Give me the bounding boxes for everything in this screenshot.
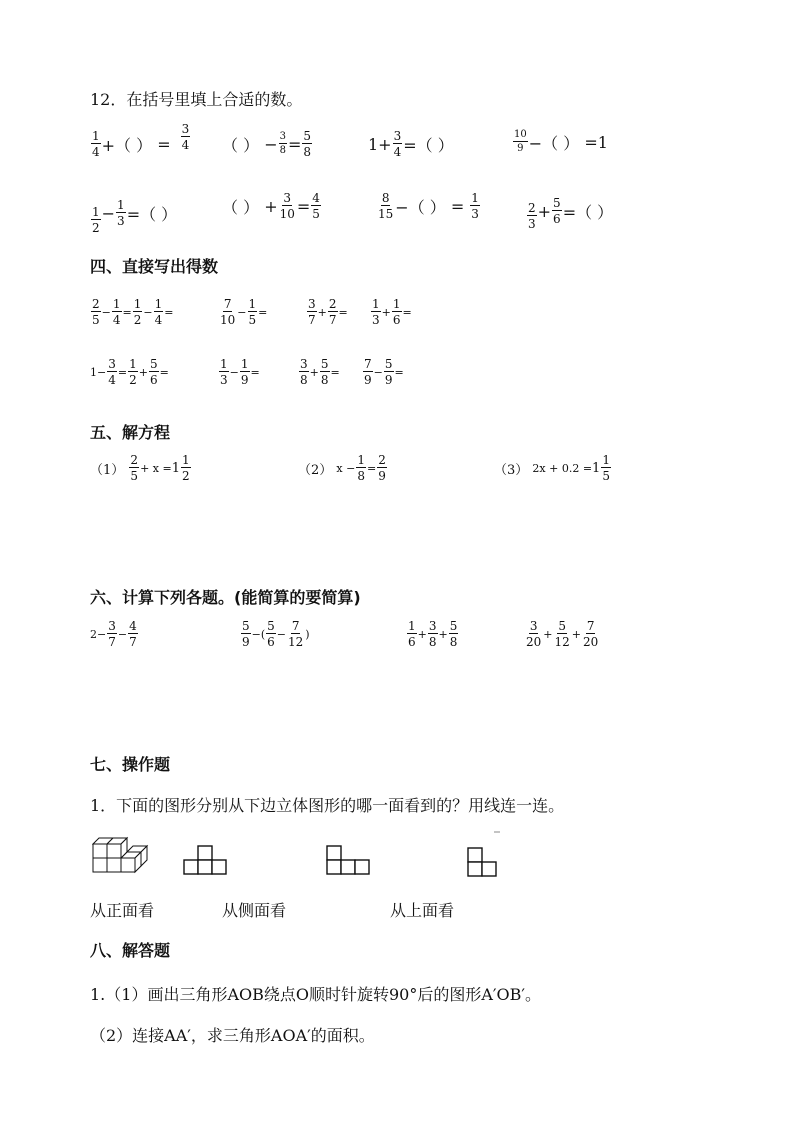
s4-item-4: $\frac{1}{3}$ + $\frac{1}{6}$ = [372,297,412,327]
fraction: $\frac{3}{7}$ [108,619,116,649]
s4-item-5: 1− $\frac{3}{4}$ = $\frac{1}{2}$ + $\frac{5}{6}$ = [90,357,169,387]
s4-item-2: $\frac{7}{10}$ − $\frac{1}{5}$ = [220,297,268,327]
fraction: $\frac{1}{3}$ [372,297,380,327]
fraction: $\frac{3}{4}$ [108,357,116,387]
s4-item-7: $\frac{3}{8}$ + $\frac{5}{8}$ = [300,357,340,387]
fraction: $\frac{2}{5}$ [92,297,100,327]
fraction: $\frac{1}{2}$ [129,357,137,387]
q12-item-1: $\frac{1}{4}$ +（ ） = $\frac{3}{4}$ [92,122,190,159]
q12-item-2: （ ） − $\frac{3}{8}$ = $\frac{5}{8}$ [222,129,312,159]
section-8-question-2: （2）连接AA′，求三角形AOA′的面积。 [90,1026,375,1045]
fraction: $\frac{3}{4}$ [393,129,402,159]
fraction: $\frac{1}{5}$ [602,453,610,483]
q12-item-6: （ ） + $\frac{3}{10}$ = $\frac{4}{5}$ [222,191,320,221]
fraction: $\frac{1}{4}$ [112,297,121,327]
fraction: $\frac{3}{8}$ [279,131,286,156]
s4-item-1: $\frac{2}{5}$ − $\frac{1}{4}$ = $\frac{1}{2}$ − $\frac{1}{4}$ = [92,297,174,327]
question-12-title: 12．在括号里填上合适的数。 [90,90,303,109]
fraction: $\frac{2}{9}$ [378,453,386,483]
fraction: $\frac{5}{12}$ [554,619,570,649]
q12-item-7: $\frac{8}{15}$ −（ ） = $\frac{1}{3}$ [378,191,479,221]
fraction: $\frac{5}{8}$ [320,357,329,387]
fraction: $\frac{5}{9}$ [384,357,393,387]
calc-2: $\frac{5}{9}$ −( $\frac{5}{6}$ − $\frac{7}{12}$ ) [242,619,310,649]
fraction: $\frac{7}{10}$ [220,297,236,327]
label-front-view: 从正面看 [90,901,155,920]
q12-item-8: $\frac{2}{3}$ + $\frac{5}{6}$ =（ ） [528,196,614,231]
fraction: $\frac{3}{8}$ [300,357,308,387]
section-8-title: 八、解答题 [90,941,171,960]
fraction: $\frac{1}{2}$ [181,453,190,483]
q12-item-3: 1+ $\frac{3}{4}$ =（ ） [368,129,454,159]
view-figure-3 [466,830,502,880]
calc-3: $\frac{1}{6}$ + $\frac{3}{8}$ + $\frac{5}{8}$ [408,619,458,649]
fraction: $\frac{5}{6}$ [553,196,561,226]
section-8-question-1: 1.（1）画出三角形AOB绕点O顺时针旋转90°后的图形A′OB′。 [90,985,542,1004]
view-figure-1 [183,844,229,876]
fraction: $\frac{7}{20}$ [583,619,599,649]
fraction: $\frac{1}{2}$ [133,297,142,327]
section-6-title: 六、计算下列各题。(能简算的要简算) [90,588,361,607]
view-figure-2 [325,844,373,878]
fraction: $\frac{5}{8}$ [449,619,458,649]
q12-item-4: $\frac{10}{9}$ −（ ） =1 [514,129,608,154]
fraction: $\frac{7}{9}$ [364,357,372,387]
fraction: $\frac{4}{5}$ [312,191,320,221]
fraction: $\frac{5}{6}$ [267,619,275,649]
fraction: $\frac{1}{9}$ [240,357,249,387]
fraction: $\frac{2}{5}$ [130,453,139,483]
fraction: $\frac{3}{10}$ [279,191,295,221]
calc-4: $\frac{3}{20}$ + $\frac{5}{12}$ + $\frac{7}{20}$ [526,619,599,649]
equation-1: （1） $\frac{2}{5}$ + x = 1 $\frac{1}{2}$ [90,453,190,483]
fraction: $\frac{8}{15}$ [378,191,394,221]
equation-3: （3） 2x + 0.2 = 1 $\frac{1}{5}$ [494,453,610,483]
fraction: $\frac{1}{3}$ [220,357,228,387]
equation-2: （2） x − $\frac{1}{8}$ = $\frac{2}{9}$ [298,453,386,483]
fraction: $\frac{1}{3}$ [471,191,479,221]
fraction: $\frac{1}{6}$ [392,297,401,327]
section-7-title: 七、操作题 [90,755,171,774]
section-5-title: 五、解方程 [90,423,171,442]
fraction: $\frac{1}{4}$ [154,297,163,327]
fraction: $\frac{2}{7}$ [328,297,337,327]
fraction: $\frac{1}{4}$ [92,129,100,159]
fraction: $\frac{3}{8}$ [428,619,437,649]
s4-item-6: $\frac{1}{3}$ − $\frac{1}{9}$ = [220,357,260,387]
mixed-number: 1 $\frac{1}{2}$ [171,453,190,483]
fraction: $\frac{1}{6}$ [408,619,416,649]
s4-item-3: $\frac{3}{7}$ + $\frac{2}{7}$ = [308,297,348,327]
fraction: $\frac{5}{6}$ [149,357,158,387]
solid-figure-3d [92,834,152,876]
calc-1: 2− $\frac{3}{7}$ − $\frac{4}{7}$ [90,619,137,649]
label-top-view: 从上面看 [390,901,455,920]
section-7-question-1: 1．下面的图形分别从下边立体图形的哪一面看到的？用线连一连。 [90,796,565,815]
fraction: $\frac{5}{8}$ [303,129,312,159]
fraction: $\frac{3}{20}$ [526,619,542,649]
fraction: $\frac{1}{5}$ [248,297,257,327]
s4-item-8: $\frac{7}{9}$ − $\frac{5}{9}$ = [364,357,404,387]
section-4-title: 四、直接写出得数 [90,257,219,276]
fraction: $\frac{1}{2}$ [92,205,100,235]
fraction: $\frac{1}{3}$ [117,198,125,228]
fraction: $\frac{1}{8}$ [357,453,365,483]
label-side-view: 从侧面看 [222,901,287,920]
fraction: $\frac{7}{12}$ [288,619,304,649]
fraction: $\frac{5}{9}$ [242,619,250,649]
fraction: $\frac{3}{4}$ [181,122,190,152]
q12-item-5: $\frac{1}{2}$ − $\frac{1}{3}$ =（ ） [92,198,178,235]
fraction: $\frac{3}{7}$ [308,297,316,327]
mixed-number: 1 $\frac{1}{5}$ [592,453,610,483]
fraction: $\frac{2}{3}$ [528,201,536,231]
fraction: $\frac{4}{7}$ [129,619,137,649]
fraction: $\frac{10}{9}$ [514,129,527,154]
